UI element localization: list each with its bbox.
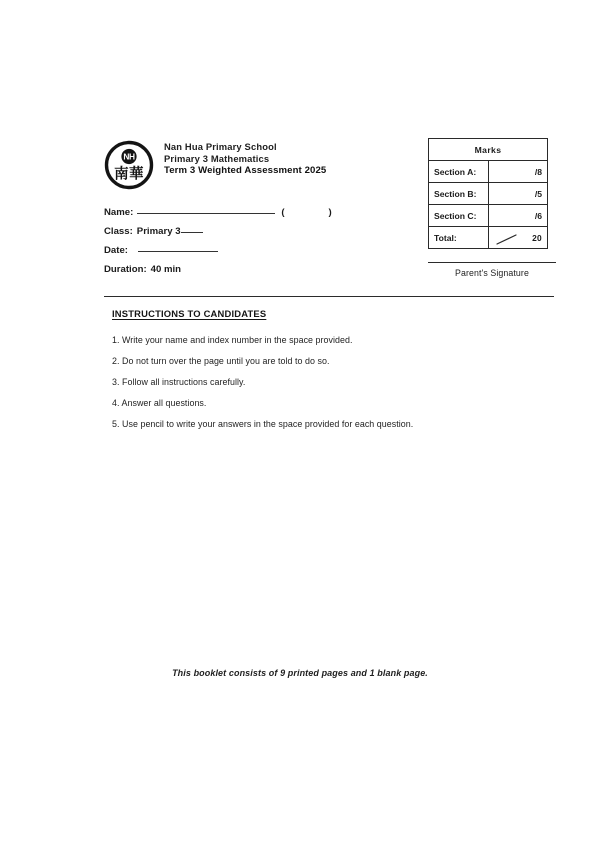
document-header	[104, 138, 404, 190]
class-value: Primary 3	[136, 226, 181, 237]
svg-text:NH: NH	[123, 151, 135, 162]
booklet-page-count-note: This booklet consists of 9 printed pages and 1 blank page.	[172, 668, 428, 678]
list-item: 5. Use pencil to write your answers in the space provided for each question.	[112, 419, 414, 429]
signature-line[interactable]	[428, 262, 556, 263]
section-c-value[interactable]: /6	[488, 205, 548, 227]
name-input-line[interactable]	[137, 213, 275, 214]
marks-header-row	[429, 139, 548, 161]
handwritten-slash-mark	[496, 234, 518, 245]
total-value: 20	[532, 232, 542, 243]
name-label: Name:	[104, 207, 134, 218]
total-label: Total:	[429, 227, 489, 249]
class-field-row	[104, 226, 424, 237]
list-item: 3. Follow all instructions carefully.	[112, 377, 246, 387]
candidate-fields	[104, 207, 424, 283]
signature-caption: Parent's Signature	[455, 268, 529, 278]
class-input-line[interactable]	[181, 232, 203, 233]
list-item: 2. Do not turn over the page until you are told to do so.	[112, 356, 330, 366]
school-name: Nan Hua Primary School	[164, 141, 277, 152]
table-row	[429, 183, 548, 205]
date-label: Date:	[104, 245, 128, 256]
total-value-cell[interactable]	[488, 227, 548, 249]
section-a-label: Section A:	[429, 161, 489, 183]
list-item: 1. Write your name and index number in the space provided.	[112, 335, 353, 345]
duration-label: Duration:	[104, 264, 147, 275]
index-paren-close: )	[328, 207, 332, 218]
instructions-title: INSTRUCTIONS TO CANDIDATES	[112, 308, 267, 319]
name-field-row	[104, 207, 424, 218]
date-input-line[interactable]	[138, 251, 218, 252]
parent-signature-block	[428, 262, 556, 278]
school-title-lines	[164, 138, 326, 177]
class-label: Class:	[104, 226, 133, 237]
section-a-value[interactable]: /8	[488, 161, 548, 183]
index-paren-open: (	[281, 207, 285, 218]
marks-table-header: Marks	[429, 139, 548, 161]
marks-table	[428, 138, 548, 249]
assessment-line: Term 3 Weighted Assessment 2025	[164, 165, 327, 177]
table-row	[429, 161, 548, 183]
duration-value: 40 min	[150, 264, 182, 275]
instructions-section	[112, 308, 532, 440]
school-identity-row	[104, 138, 404, 190]
date-field-row	[104, 245, 424, 256]
section-b-value[interactable]: /5	[488, 183, 548, 205]
subject-line: Primary 3 Mathematics	[164, 153, 270, 165]
school-logo-icon	[104, 140, 154, 190]
table-row	[429, 205, 548, 227]
section-b-label: Section B:	[429, 183, 489, 205]
section-c-label: Section C:	[429, 205, 489, 227]
duration-field-row	[104, 264, 424, 275]
svg-text:南華: 南華	[114, 166, 144, 183]
list-item: 4. Answer all questions.	[112, 398, 207, 408]
table-row-total	[429, 227, 548, 249]
header-divider	[104, 296, 554, 297]
